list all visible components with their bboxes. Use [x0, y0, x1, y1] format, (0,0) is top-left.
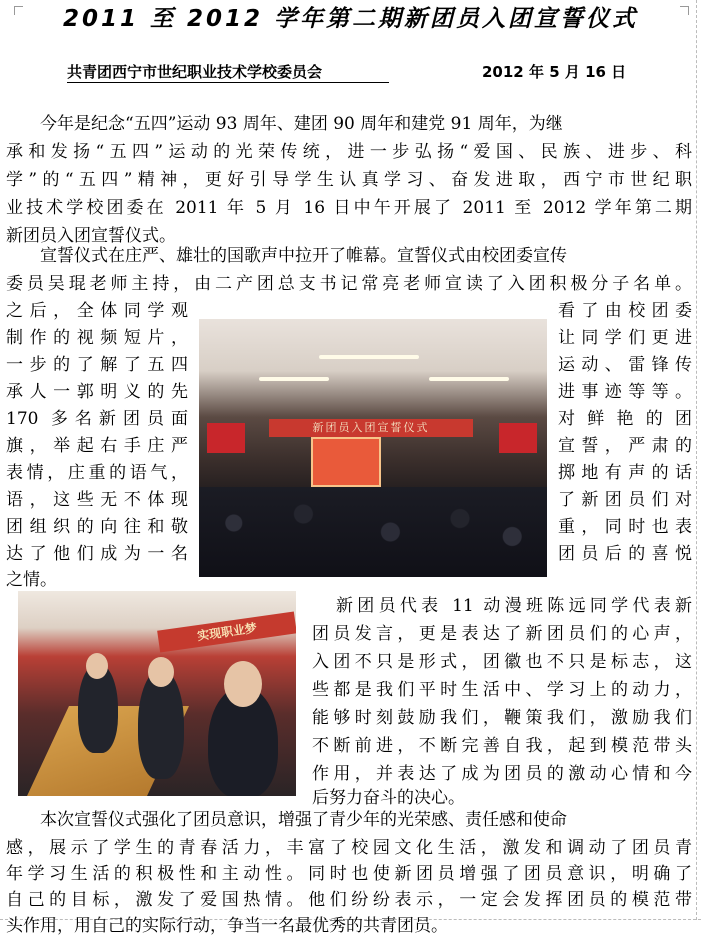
ceremony-hall-photo [199, 319, 547, 577]
paragraph-4-line: 入团不只是形式，团徽也不只是标志，这 [312, 652, 692, 672]
paragraph-4-line: 新团员代表 11 动漫班陈远同学代表新 [336, 596, 692, 616]
paragraph-3-right-line: 运动、雷锋传 [558, 355, 692, 375]
paragraph-2-line: 宣誓仪式在庄严、雄壮的国歌声中拉开了帷幕。宣誓仪式由校团委宣传 [40, 246, 567, 266]
paragraph-3-right-line: 了新团员们对 [558, 490, 692, 510]
page-edge-right [696, 0, 698, 920]
paragraph-3-left-line: 旗，举起右手庄严 [6, 436, 188, 456]
paragraph-4-line: 些都是我们平时生活中、学习上的动力， [312, 680, 692, 700]
paragraph-3-right-line: 掷地有声的话 [558, 463, 692, 483]
paragraph-1-line: 今年是纪念“五四”运动 93 周年、建团 90 周年和建党 91 周年，为继 [40, 114, 563, 134]
paragraph-4-line: 不断前进，不断完善自我，起到模范带头 [312, 736, 692, 756]
paragraph-3-right-line: 进事迹等等。 [558, 382, 692, 402]
paragraph-3-right-line: 看了由校团委 [558, 301, 692, 321]
paragraph-5-line: 感，展示了学生的青春活力，丰富了校园文化生活，激发和调动了团员青 [6, 838, 692, 858]
paragraph-4-line: 能够时刻鼓励我们，鞭策我们，激励我们 [312, 708, 692, 728]
paragraph-3-right-line: 宣誓，严肃的 [558, 436, 692, 456]
paragraph-3-left-line: 制作的视频短片， [6, 328, 188, 348]
paragraph-5-line: 自己的目标，激发了爱国热情。他们纷纷表示，一定会发挥团员的模范带 [6, 890, 692, 910]
paragraph-3-left-line: 语，这些无不体现 [6, 490, 188, 510]
student-face [148, 657, 174, 687]
hall-banner: 新团员入团宣誓仪式 [269, 419, 473, 437]
paragraph-3-left-line: 之后，全体同学观 [6, 301, 188, 321]
oath-students-photo [18, 591, 296, 796]
publish-date: 2012 年 5 月 16 日 [482, 63, 627, 81]
paragraph-3-left-line: 一步的了解了五四 [6, 355, 188, 375]
student-face [224, 661, 262, 707]
paragraph-3-left-line: 承人一郭明义的先 [6, 382, 188, 402]
paragraph-1-line: 业技术学校团委在 2011 年 5 月 16 日中午开展了 2011 至 2012 学年第二期 [6, 198, 692, 218]
paragraph-1-line: 新团员入团宣誓仪式。 [6, 226, 176, 246]
paragraph-5-line: 本次宣誓仪式强化了团员意识，增强了青少年的光荣感、责任感和使命 [40, 810, 567, 830]
projection-screen [311, 437, 381, 487]
paragraph-3-left-line: 团组织的向往和敬 [6, 517, 188, 537]
paragraph-3-left-line: 之情。 [6, 570, 57, 590]
audience-crowd [199, 487, 547, 577]
ceiling-light [429, 377, 509, 381]
paragraph-4-line: 团员发言，更是表达了新团员们的心声， [312, 624, 692, 644]
ceiling-light [319, 355, 419, 359]
ceiling-light [259, 377, 329, 381]
paragraph-4-line: 作用，并表达了成为团员的激动心情和今 [312, 764, 692, 784]
paragraph-3-right-line: 重，同时也表 [558, 517, 692, 537]
paragraph-3-right-line: 对鲜艳的团 [558, 409, 692, 429]
student-face [86, 653, 108, 679]
paragraph-1-line: 承和发扬“五四”运动的光荣传统，进一步弘扬“爱国、民族、进步、科 [6, 142, 692, 162]
paragraph-5-line: 头作用，用自己的实际行动，争当一名最优秀的共青团员。 [6, 916, 448, 936]
flag-left [207, 423, 245, 453]
paragraph-3-left-line: 达了他们成为一名 [6, 544, 188, 564]
paragraph-5-line: 年学习生活的积极性和主动性。同时也使新团员增强了团员意识，明确了 [6, 864, 692, 884]
organization-underline [67, 82, 389, 83]
page-title: 2011 至 2012 学年第二期新团员入团宣誓仪式 [62, 6, 639, 32]
paragraph-4-line: 后努力奋斗的决心。 [312, 788, 465, 808]
paragraph-3-right-line: 团员后的喜悦 [558, 544, 692, 564]
organization-name: 共青团西宁市世纪职业技术学校委员会 [67, 63, 323, 81]
paragraph-3-left-line: 170 多名新团员面 [6, 409, 188, 429]
paragraph-3-right-line: 让同学们更进 [558, 328, 692, 348]
classroom-banner: 实现职业梦 [157, 612, 296, 653]
paragraph-1-line: 学”的“五四”精神，更好引导学生认真学习、奋发进取，西宁市世纪职 [6, 170, 692, 190]
flag-right [499, 423, 537, 453]
paragraph-2-line: 委员吴琨老师主持，由二产团总支书记常亮老师宣读了入团积极分子名单。 [6, 274, 692, 294]
paragraph-3-left-line: 表情，庄重的语气， [6, 463, 188, 483]
